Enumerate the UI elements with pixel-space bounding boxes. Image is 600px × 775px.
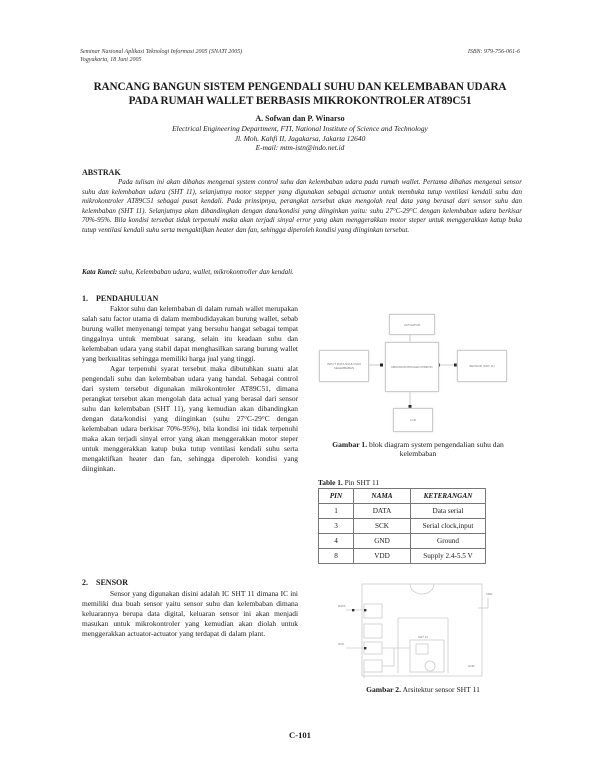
location-date: Yogyakarta, 18 Juni 2005 [80,57,142,63]
abstract-text: Pada tulisan ini akan dibahas mengenai system control suhu dan kelembaban udara pada rumah wallet. Pertama dibahas mengenai sensor suhu dan kelembaban udara (SHT 11), selanjutnya motor stepper yang digunakan sebagai actuator untuk membuka tutup ventilasi kendali suhu dan mikrokontroler AT89C51 sebagai pusat kendali. Pada prinsipnya, perangkat tersebut akan mengolah real data yang berasal dari sensor suhu dan kelembaban (SHT 11). Selanjutnya akan dibandingkan dengan data/kondisi yang diinginkan yaitu: suhu 27°C-29°C dengan kelembaban udara berkisar 70%-95%. Bila kondisi tersebat tidak terpenuhi maka akan terjadi sinyal error yang akan menggerakkan motor steper untuk menggerakkan katup buka tutup ventilasi kendali suhu serta mengaktifkan heater dan fan, sehingga diperoleh kondisi yang diinginkan tersebut. [82,178,522,234]
table-cell: 8 [319,549,354,564]
section-1-body [82,304,298,474]
table-cell: DATA [354,504,411,519]
affiliation-email: E-mail: mtm-istn@indo.net.id [255,143,345,153]
figure-1-caption [318,440,518,458]
table-cell: Ground [411,534,486,549]
figure-1-label: Gambar 1. [332,440,368,449]
section-2-body [82,589,298,639]
table-cell: 4 [319,534,354,549]
table-cell: 1 [319,504,354,519]
column-header: NAMA [354,489,411,504]
table-cell: Data serial [411,504,486,519]
pin-label-sck: SCK [338,642,345,646]
title-line-2: PADA RUMAH WALLET BERBASIS MIKROKONTROLER AT89C51 [128,95,472,107]
table-1-label: Table 1. [318,478,343,487]
section-2-heading: 2. SENSOR [82,578,129,587]
section-1-paragraph: Agar terpenuhi syarat tersebut maka dibutuhkan suatu alat pengendali suhu dan kelembaban udara yang handal. Sebagai control dari system tersebut digunakan mikrokontroler AT89C51, dimana perangkat tersebut akan mengolah data actual yang berasal dari sensor suhu dan kelembaban (SHT 11), yang kemudian akan dibandingkan dengan data/kondisi yang diinginkan (suhu 27°C-29°C dengan kelembaban udara berkisar 70%-95%), bila kondisi ini tidak terpenuhi maka akan terjadi sinyal error yang akan menggerakkan motor steper untuk menggerakkan katup buka tutup ventilasi kendali suhu serta mengaktifkan heater dan fan, sehingga diperoleh kondisi yang diinginkan. [82,364,298,473]
actuator-block: AKTUATOR [389,314,435,335]
section-2-paragraph: Sensor yang digunakan disini adalah IC SHT 11 dimana IC ini memiliki dua buah sensor yaitu sensor suhu dan kelembaban dimana keluarannya berupa data digital, keluaran sensor ini akan menjadi masukan untuk mikrokontroler yang kemudian akan diolah untuk menggerakkan actuator-actuator yang terdapat di dalam plant. [82,589,298,638]
figure-2-caption [338,685,508,694]
table-row [319,519,486,534]
figure-2-label: Gambar 2. [366,685,401,694]
sht11-schematic [338,578,508,678]
pin-label-data: DATA [338,604,346,608]
paper-title [80,80,520,108]
chip-label: SHT 11 [418,635,428,639]
block-diagram [315,300,525,430]
table-cell: Supply 2.4-5.5 V [411,549,486,564]
table-cell: GND [354,534,411,549]
affiliation [80,124,520,153]
pin-table [318,488,486,564]
table-cell: VDD [354,549,411,564]
authors: A. Sofwan dan P. Winarso [255,114,345,123]
table-row [319,549,486,564]
figure-2-text: Arsitektur sensor SHT 11 [402,685,480,694]
figure-1-text: blok diagram system pengendalian suhu dan kelembaban [369,440,504,458]
page-number: C-101 [289,730,311,740]
table-row [319,504,486,519]
microcontroller-block: MIKROKONTROLER AT89C51 [385,342,439,392]
pin-label-vdd: VDD [486,592,493,596]
conference-name: Seminar Nasional Aplikasi Teknologi Informasi 2005 (SNATI 2005) [80,49,243,55]
section-1-paragraph: Faktor suhu dan kelembaban di dalam rumah wallet merupakan salah satu factor utama di dalam membudidayakan burung wallet, sebab burung wallet menyenangi tempat yang bersuhu hangat sebagai tempat tinggalnya untuk membuat sarang, selain itu keadaan suhu dan kelembaban udara yang stabil dapat menghasilkan sarang burung wallet yang berkualitas sehingga memiliki harga jual yang tinggi. [82,304,298,363]
table-1-text: Pin SHT 11 [344,478,380,487]
keywords-text: suhu, Kelembaban udara, wallet, mikrokontroller dan kendali. [118,268,294,276]
keywords [82,268,294,276]
table-row [319,534,486,549]
input-block: INPUT DATA SUHU DAN KELEMBABAN [319,350,369,382]
sensor-block: SENSOR (SHT 11) [457,350,507,382]
column-header: PIN [319,489,354,504]
table-cell: Serial clock,input [411,519,486,534]
sht11-architecture-figure [338,578,508,678]
isbn: ISBN: 979-756-061-6 [467,49,520,55]
pin-label-gnd: GND [468,664,475,668]
table-cell: 3 [319,519,354,534]
lcd-block: LCD [393,408,433,432]
affiliation-address: Jl. Moh. Kahfi II, Jagakarsa, Jakarta 12640 [234,133,366,143]
table-header-row [319,489,486,504]
column-header: KETERANGAN [411,489,486,504]
title-line-1: RANCANG BANGUN SISTEM PENGENDALI SUHU DAN KELEMBABAN UDARA [93,81,507,93]
table-cell: SCK [354,519,411,534]
affiliation-dept: Electrical Engineering Department, FTI, National Institute of Science and Technology [172,124,428,133]
abstract-heading: ABSTRAK [82,168,121,177]
keywords-label: Kata Kunci: [82,268,118,276]
table-1-caption [318,478,379,487]
section-1-heading: 1. PENDAHULUAN [82,294,159,303]
